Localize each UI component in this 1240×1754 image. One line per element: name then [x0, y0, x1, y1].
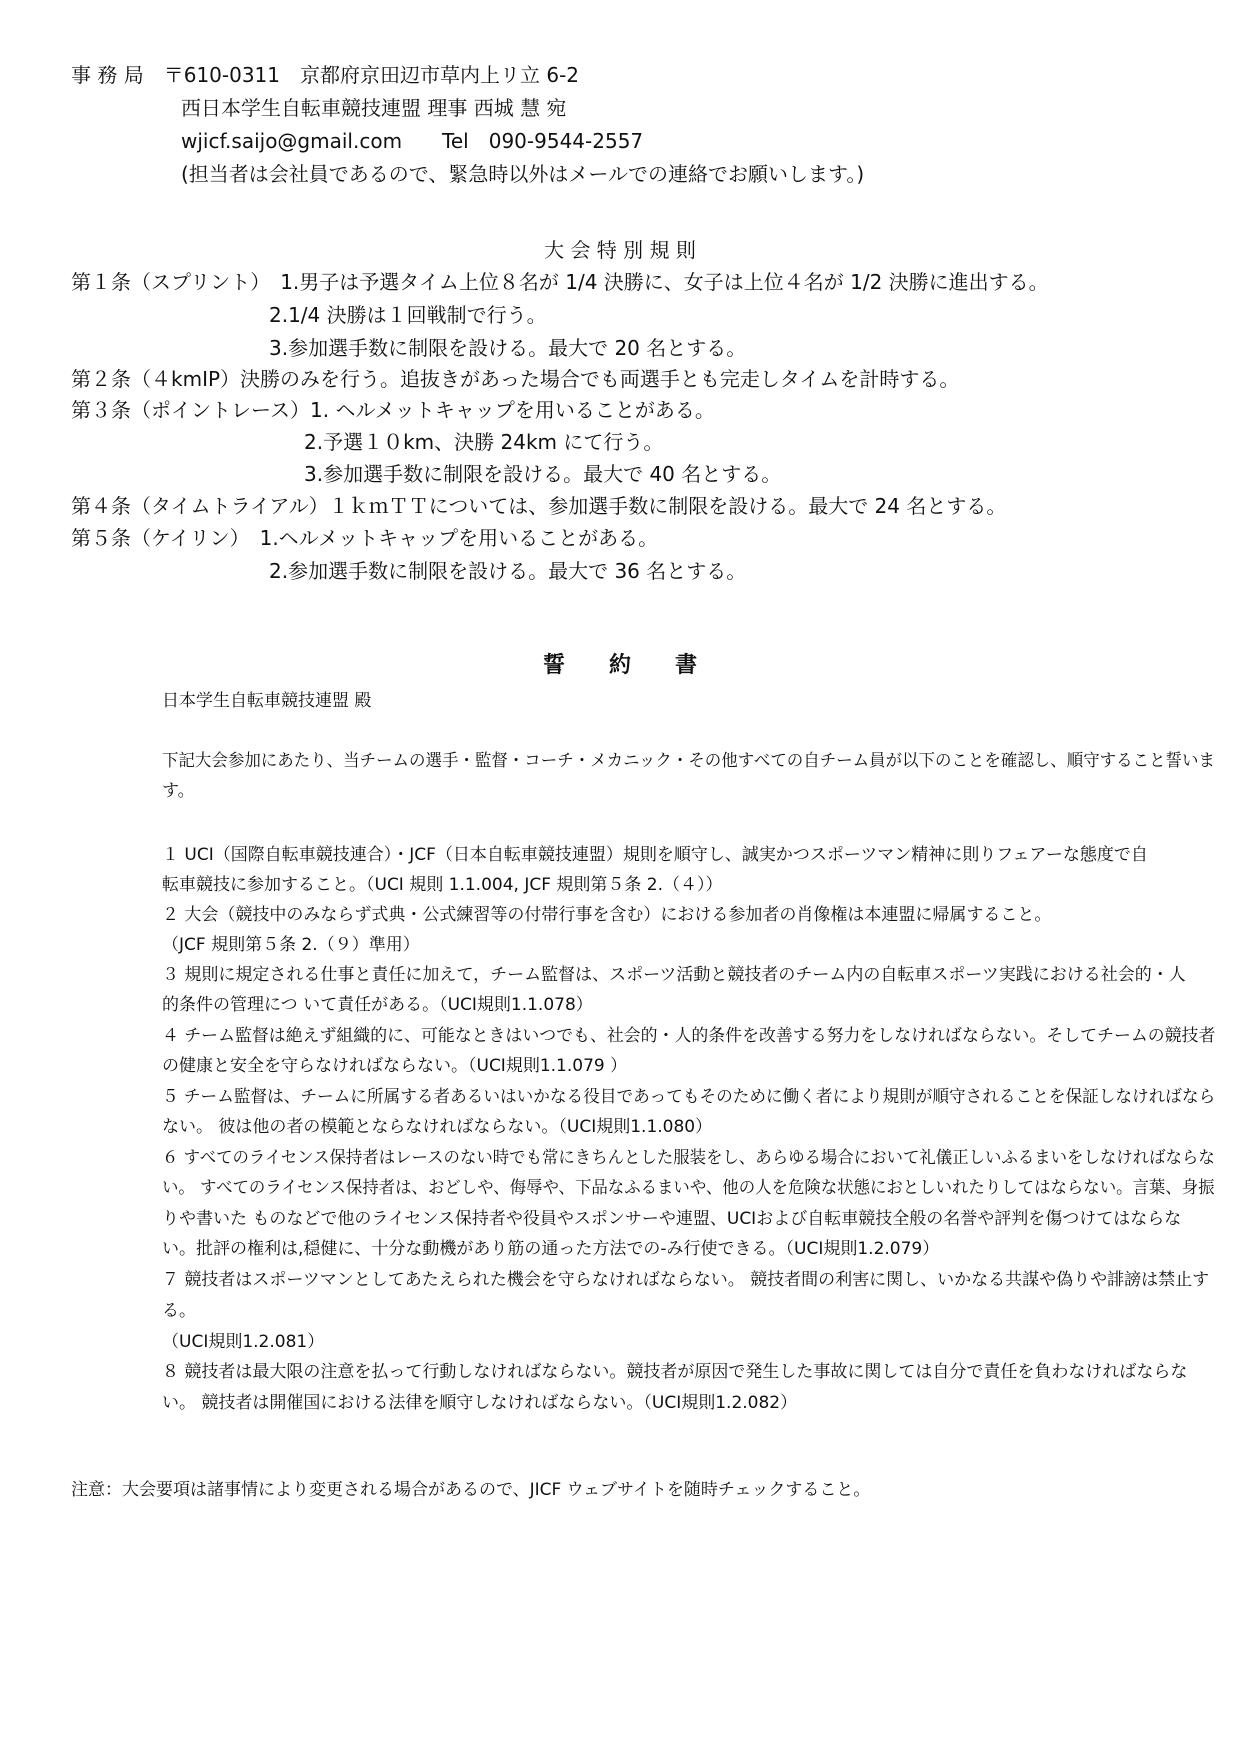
pledge-intro-line: す。 — [162, 781, 195, 801]
pledge-item-line: （JCF 規則第５条 2.（９）準用） — [162, 935, 420, 955]
pledge-item-line: ７ 競技者はスポーツマンとしてあたえられた機会を守らなければならない。 競技者間の利害に関し、いかなる共謀や偽りや誹謗は禁止す — [162, 1270, 1210, 1290]
office-note-line: (担当者は会社員であるので、緊急時以外はメールでの連絡でお願いします。) — [181, 162, 865, 186]
office-address-line: 事 務 局 〒610-0311 京都府京田辺市草内上リ立 6-2 — [71, 63, 580, 87]
office-recipient-line: 西日本学生自転車競技連盟 理事 西城 慧 宛 — [181, 96, 567, 120]
pledge-item-line: い。 競技者は開催国における法律を順守しなければならない。（UCI規則1.2.082） — [162, 1393, 798, 1413]
pledge-item-line: い。批評の権利は,穏健に、十分な動機があり筋の通った方法での-み行使できる。（UCI規則1.2.079） — [162, 1239, 940, 1259]
pledge-title: 誓 約 書 — [542, 653, 697, 678]
rule-5-sub-line: 2.参加選手数に制限を設ける。最大で 36 名とする。 — [269, 559, 747, 583]
pledge-item-line: の健康と安全を守らなければならない。（UCI規則1.1.079 ） — [162, 1056, 628, 1076]
pledge-addressee: 日本学生自転車競技連盟 殿 — [162, 691, 372, 711]
pledge-item-line: ない。 彼は他の者の模範とならなければならない。（UCI規則1.1.080） — [162, 1117, 713, 1137]
rule-4-line: 第４条（タイムトライアル）１ｋｍＴＴについては、参加選手数に制限を設ける。最大で 24 名とする。 — [71, 494, 1007, 518]
pledge-item-line: ２ 大会（競技中のみならず式典・公式練習等の付帯行事を含む）における参加者の肖像権は本連盟に帰属すること。 — [162, 905, 1052, 925]
rule-1-sub-line: 2.1/4 決勝は１回戦制で行う。 — [269, 303, 547, 327]
pledge-item-line: ６ すべてのライセンス保持者はレースのない時でも常にきちんとした服装をし、あらゆる場合において礼儀正しいふるまいをしなければならな — [162, 1148, 1215, 1168]
pledge-intro-line: 下記大会参加にあたり、当チームの選手・監督・コーチ・メカニック・その他すべての自チーム員が以下のことを確認し、順守すること誓いま — [162, 751, 1215, 771]
rule-5-line: 第５条（ケイリン） 1.ヘルメットキャップを用いることがある。 — [71, 526, 659, 550]
rule-1-line: 第１条（スプリント） 1.男子は予選タイム上位８名が 1/4 決勝に、女子は上位４名が 1/2 決勝に進出する。 — [71, 270, 1049, 294]
special-rules-title: 大 会 特 別 規 則 — [544, 238, 696, 262]
rule-2-line: 第２条（４kmIP）決勝のみを行う。追抜きがあった場合でも両選手とも完走しタイムを計時する。 — [71, 367, 960, 391]
pledge-item-line: 的条件の管理につ いて責任がある。（UCI規則1.1.078） — [162, 995, 593, 1015]
pledge-item-line: ８ 競技者は最大限の注意を払って行動しなければならない。競技者が原因で発生した事故に関しては自分で責任を負わなければならな — [162, 1362, 1188, 1382]
pledge-item-line: る。 — [162, 1301, 196, 1321]
pledge-item-line: ３ 規則に規定される仕事と責任に加えて，チーム監督は、スポーツ活動と競技者のチーム内の自転車スポーツ実践における社会的・人 — [162, 965, 1186, 985]
rule-1-sub-line: 3.参加選手数に制限を設ける。最大で 20 名とする。 — [269, 336, 747, 360]
website-note: 注意：大会要項は諸事情により変更される場合があるので、JICF ウェブサイトを随時チェックすること。 — [71, 1480, 871, 1500]
pledge-item-line: い。 すべてのライセンス保持者は、おどしや、侮辱や、下品なふるまいや、他の人を危険な状態におとしいれたりしてはならない。言葉、身振 — [162, 1178, 1215, 1198]
pledge-item-line: （UCI規則1.2.081） — [162, 1332, 325, 1352]
office-contact-line: wjicf.saijo@gmail.com Tel 090-9544-2557 — [181, 129, 644, 153]
pledge-item-line: ４ チーム監督は絶えず組織的に、可能なときはいつでも、社会的・人的条件を改善する努力をしなければならない。そしてチームの競技者 — [162, 1026, 1216, 1046]
rule-3-line: 第３条（ポイントレース）1. ヘルメットキャップを用いることがある。 — [71, 398, 715, 422]
pledge-item-line: ５ チーム監督は、チームに所属する者あるいはいかなる役目であってもそのために働く者により規則が順守されることを保証しなければなら — [162, 1087, 1216, 1107]
pledge-item-line: １ UCI（国際自転車競技連合）・JCF（日本自転車競技連盟）規則を順守し、誠実かつスポーツマン精神に則りフェアーな態度で自 — [162, 845, 1148, 865]
rule-3-sub-line: 3.参加選手数に制限を設ける。最大で 40 名とする。 — [304, 462, 782, 486]
pledge-item-line: 転車競技に参加すること。（UCI 規則 1.1.004, JCF 規則第５条 2.（４）） — [162, 875, 723, 895]
rule-3-sub-line: 2.予選１０km、決勝 24km にて行う。 — [304, 430, 664, 454]
pledge-item-line: りや書いた ものなどで他のライセンス保持者や役員やスポンサーや連盟、UCIおよび自転車競技全般の名誉や評判を傷つけてはならな — [162, 1209, 1182, 1229]
